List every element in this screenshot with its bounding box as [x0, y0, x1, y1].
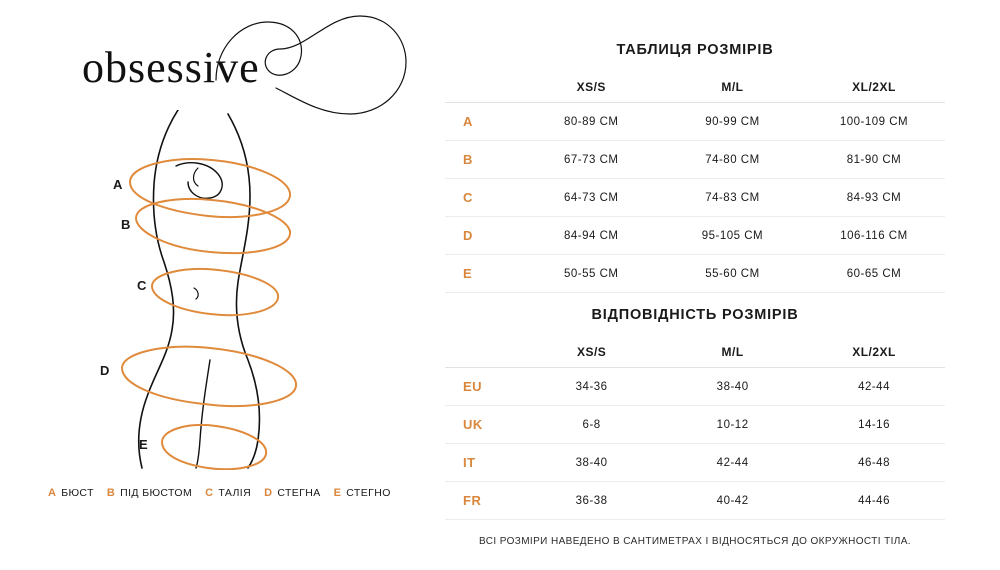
sizes-row-key-e: E — [463, 266, 473, 281]
legend-text-d: СТЕГНА — [277, 487, 321, 499]
sizes-row-key-a: A — [463, 114, 473, 129]
legend-item-d — [264, 487, 321, 499]
conv-row-key-eu: EU — [463, 379, 483, 394]
conv-cell-fr-xl2xl: 44-46 — [858, 494, 890, 507]
conv-col-header-3: XL/2XL — [803, 337, 945, 368]
conv-cell-uk-xl2xl: 14-16 — [858, 418, 890, 431]
sizes-cell-e-xl2xl: 60-65 CM — [846, 267, 902, 280]
sizes-cell-a-xl2xl: 100-109 CM — [839, 115, 909, 128]
sizes-cell-a-ml: 90-99 CM — [705, 115, 760, 128]
conv-row-key-fr: FR — [463, 493, 482, 508]
conversion-table-title: ВІДПОВІДНІСТЬ РОЗМІРІВ — [591, 307, 799, 323]
body-figure-illustration — [60, 110, 360, 475]
table-row — [445, 217, 945, 255]
sizes-col-header-0 — [445, 72, 521, 103]
table-header-row — [445, 72, 945, 103]
table-row — [445, 103, 945, 141]
legend-text-c: ТАЛІЯ — [218, 487, 252, 499]
sizes-cell-e-ml: 55-60 CM — [705, 267, 760, 280]
brand-logo: obsessive — [82, 43, 260, 92]
legend — [48, 487, 418, 499]
table-row — [445, 255, 945, 293]
conv-row-key-it: IT — [463, 455, 476, 470]
legend-item-e — [334, 487, 391, 499]
table-row — [445, 141, 945, 179]
conv-col-header-0 — [445, 337, 521, 368]
conv-cell-uk-ml: 10-12 — [716, 418, 749, 431]
conv-cell-it-xss: 38-40 — [575, 456, 608, 469]
sizes-table-title: ТАБЛИЦЯ РОЗМІРІВ — [616, 42, 774, 58]
sizes-col-header-2: M/L — [662, 72, 803, 103]
legend-text-b: ПІД БЮСТОМ — [120, 487, 193, 499]
sizes-row-key-b: B — [463, 152, 473, 167]
illustration-panel — [0, 0, 430, 570]
conv-col-header-1: XS/S — [521, 337, 662, 368]
legend-text-e: СТЕГНО — [346, 487, 391, 499]
measure-label-a: A — [113, 177, 123, 192]
conv-cell-eu-xss: 34-36 — [575, 380, 608, 393]
sizes-cell-e-xss: 50-55 CM — [564, 267, 619, 280]
legend-key-c: C — [205, 487, 214, 499]
measure-label-c: C — [137, 278, 147, 293]
conv-cell-it-ml: 42-44 — [716, 456, 749, 469]
conv-col-header-2: M/L — [662, 337, 803, 368]
table-row — [445, 444, 945, 482]
conv-cell-uk-xss: 6-8 — [582, 418, 601, 431]
sizes-cell-b-xl2xl: 81-90 CM — [846, 153, 902, 166]
sizes-col-header-1: XS/S — [521, 72, 662, 103]
legend-item-c — [205, 487, 251, 499]
sizes-cell-c-xl2xl: 84-93 CM — [846, 191, 902, 204]
conv-row-key-uk: UK — [463, 417, 483, 432]
conv-cell-eu-ml: 38-40 — [716, 380, 749, 393]
table-row — [445, 179, 945, 217]
sizes-cell-b-ml: 74-80 CM — [705, 153, 760, 166]
legend-key-d: D — [264, 487, 273, 499]
sizes-cell-c-xss: 64-73 CM — [564, 191, 619, 204]
legend-key-e: E — [333, 487, 342, 499]
sizes-row-key-c: C — [463, 190, 473, 205]
conversion-table — [445, 337, 945, 520]
conv-cell-it-xl2xl: 46-48 — [858, 456, 890, 469]
sizes-cell-b-xss: 67-73 CM — [564, 153, 619, 166]
table-row — [445, 406, 945, 444]
sizes-cell-a-xss: 80-89 CM — [564, 115, 619, 128]
sizes-row-key-d: D — [463, 228, 473, 243]
table-header-row — [445, 337, 945, 368]
legend-item-b — [107, 487, 192, 499]
legend-text-a: БЮСТ — [61, 487, 94, 499]
measure-label-d: D — [100, 363, 110, 378]
footnote: ВСІ РОЗМІРИ НАВЕДЕНО В САНТИМЕТРАХ І ВІДНОСЯТЬСЯ ДО ОКРУЖНОСТІ ТІЛА. — [479, 536, 911, 547]
legend-item-a — [48, 487, 94, 499]
legend-key-a: A — [48, 487, 57, 499]
sizes-cell-d-xl2xl: 106-116 CM — [840, 229, 908, 242]
sizes-cell-d-ml: 95-105 CM — [701, 229, 764, 242]
sizes-cell-d-xss: 84-94 CM — [564, 229, 619, 242]
sizes-cell-c-ml: 74-83 CM — [705, 191, 760, 204]
legend-key-b: B — [106, 487, 116, 499]
table-row — [445, 368, 945, 406]
tables-panel — [430, 0, 1000, 570]
sizes-col-header-3: XL/2XL — [803, 72, 945, 103]
conv-cell-fr-ml: 40-42 — [716, 494, 749, 507]
table-row — [445, 482, 945, 520]
sizes-table — [445, 72, 945, 293]
conv-cell-fr-xss: 36-38 — [575, 494, 608, 507]
conv-cell-eu-xl2xl: 42-44 — [858, 380, 890, 393]
measure-label-e: E — [139, 437, 149, 452]
measure-label-b: B — [121, 217, 131, 232]
